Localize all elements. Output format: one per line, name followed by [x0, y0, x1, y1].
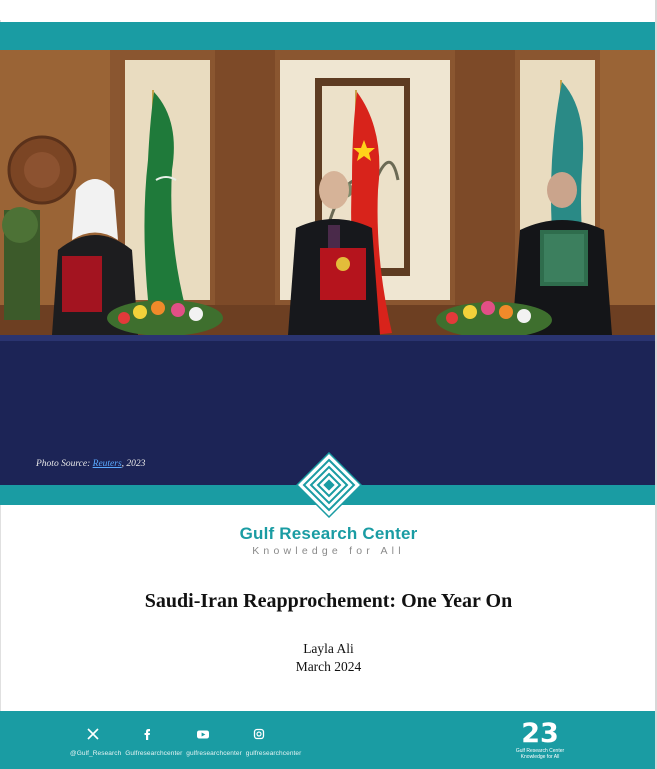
page-top-margin — [0, 0, 657, 20]
grc-emblem-icon — [296, 452, 362, 518]
brand-name: Gulf Research Center — [239, 524, 418, 543]
header-teal-band — [0, 22, 657, 50]
document-title: Saudi-Iran Reapprochement: One Year On — [144, 590, 513, 612]
anniversary-logo — [512, 720, 568, 760]
brand-tagline: Knowledge for All — [252, 545, 405, 557]
anniversary-line2: Knowledge for All — [520, 754, 560, 760]
social-handles: @Gulf_Research Gulfresearchcenter gulfresearchcenter gulfresearchcenter — [70, 750, 302, 757]
cover-photo — [0, 50, 657, 485]
caption-prefix: Photo Source: — [36, 459, 93, 469]
document-date: March 2024 — [295, 659, 362, 674]
caption-source-link[interactable]: Reuters — [92, 459, 122, 469]
brand-block — [0, 524, 657, 557]
facebook-icon[interactable] — [138, 726, 156, 744]
signing-ceremony-illustration — [0, 50, 657, 485]
caption-suffix: , 2023 — [121, 459, 146, 469]
photo-caption — [36, 459, 145, 469]
anniversary-line1: Gulf Research Center — [515, 748, 565, 754]
footer-bar — [0, 711, 657, 769]
document-author: Layla Ali — [303, 641, 354, 656]
youtube-icon[interactable] — [194, 726, 212, 744]
x-icon[interactable] — [84, 726, 102, 744]
instagram-icon[interactable] — [250, 726, 268, 744]
anniversary-number: 23 — [521, 718, 559, 749]
